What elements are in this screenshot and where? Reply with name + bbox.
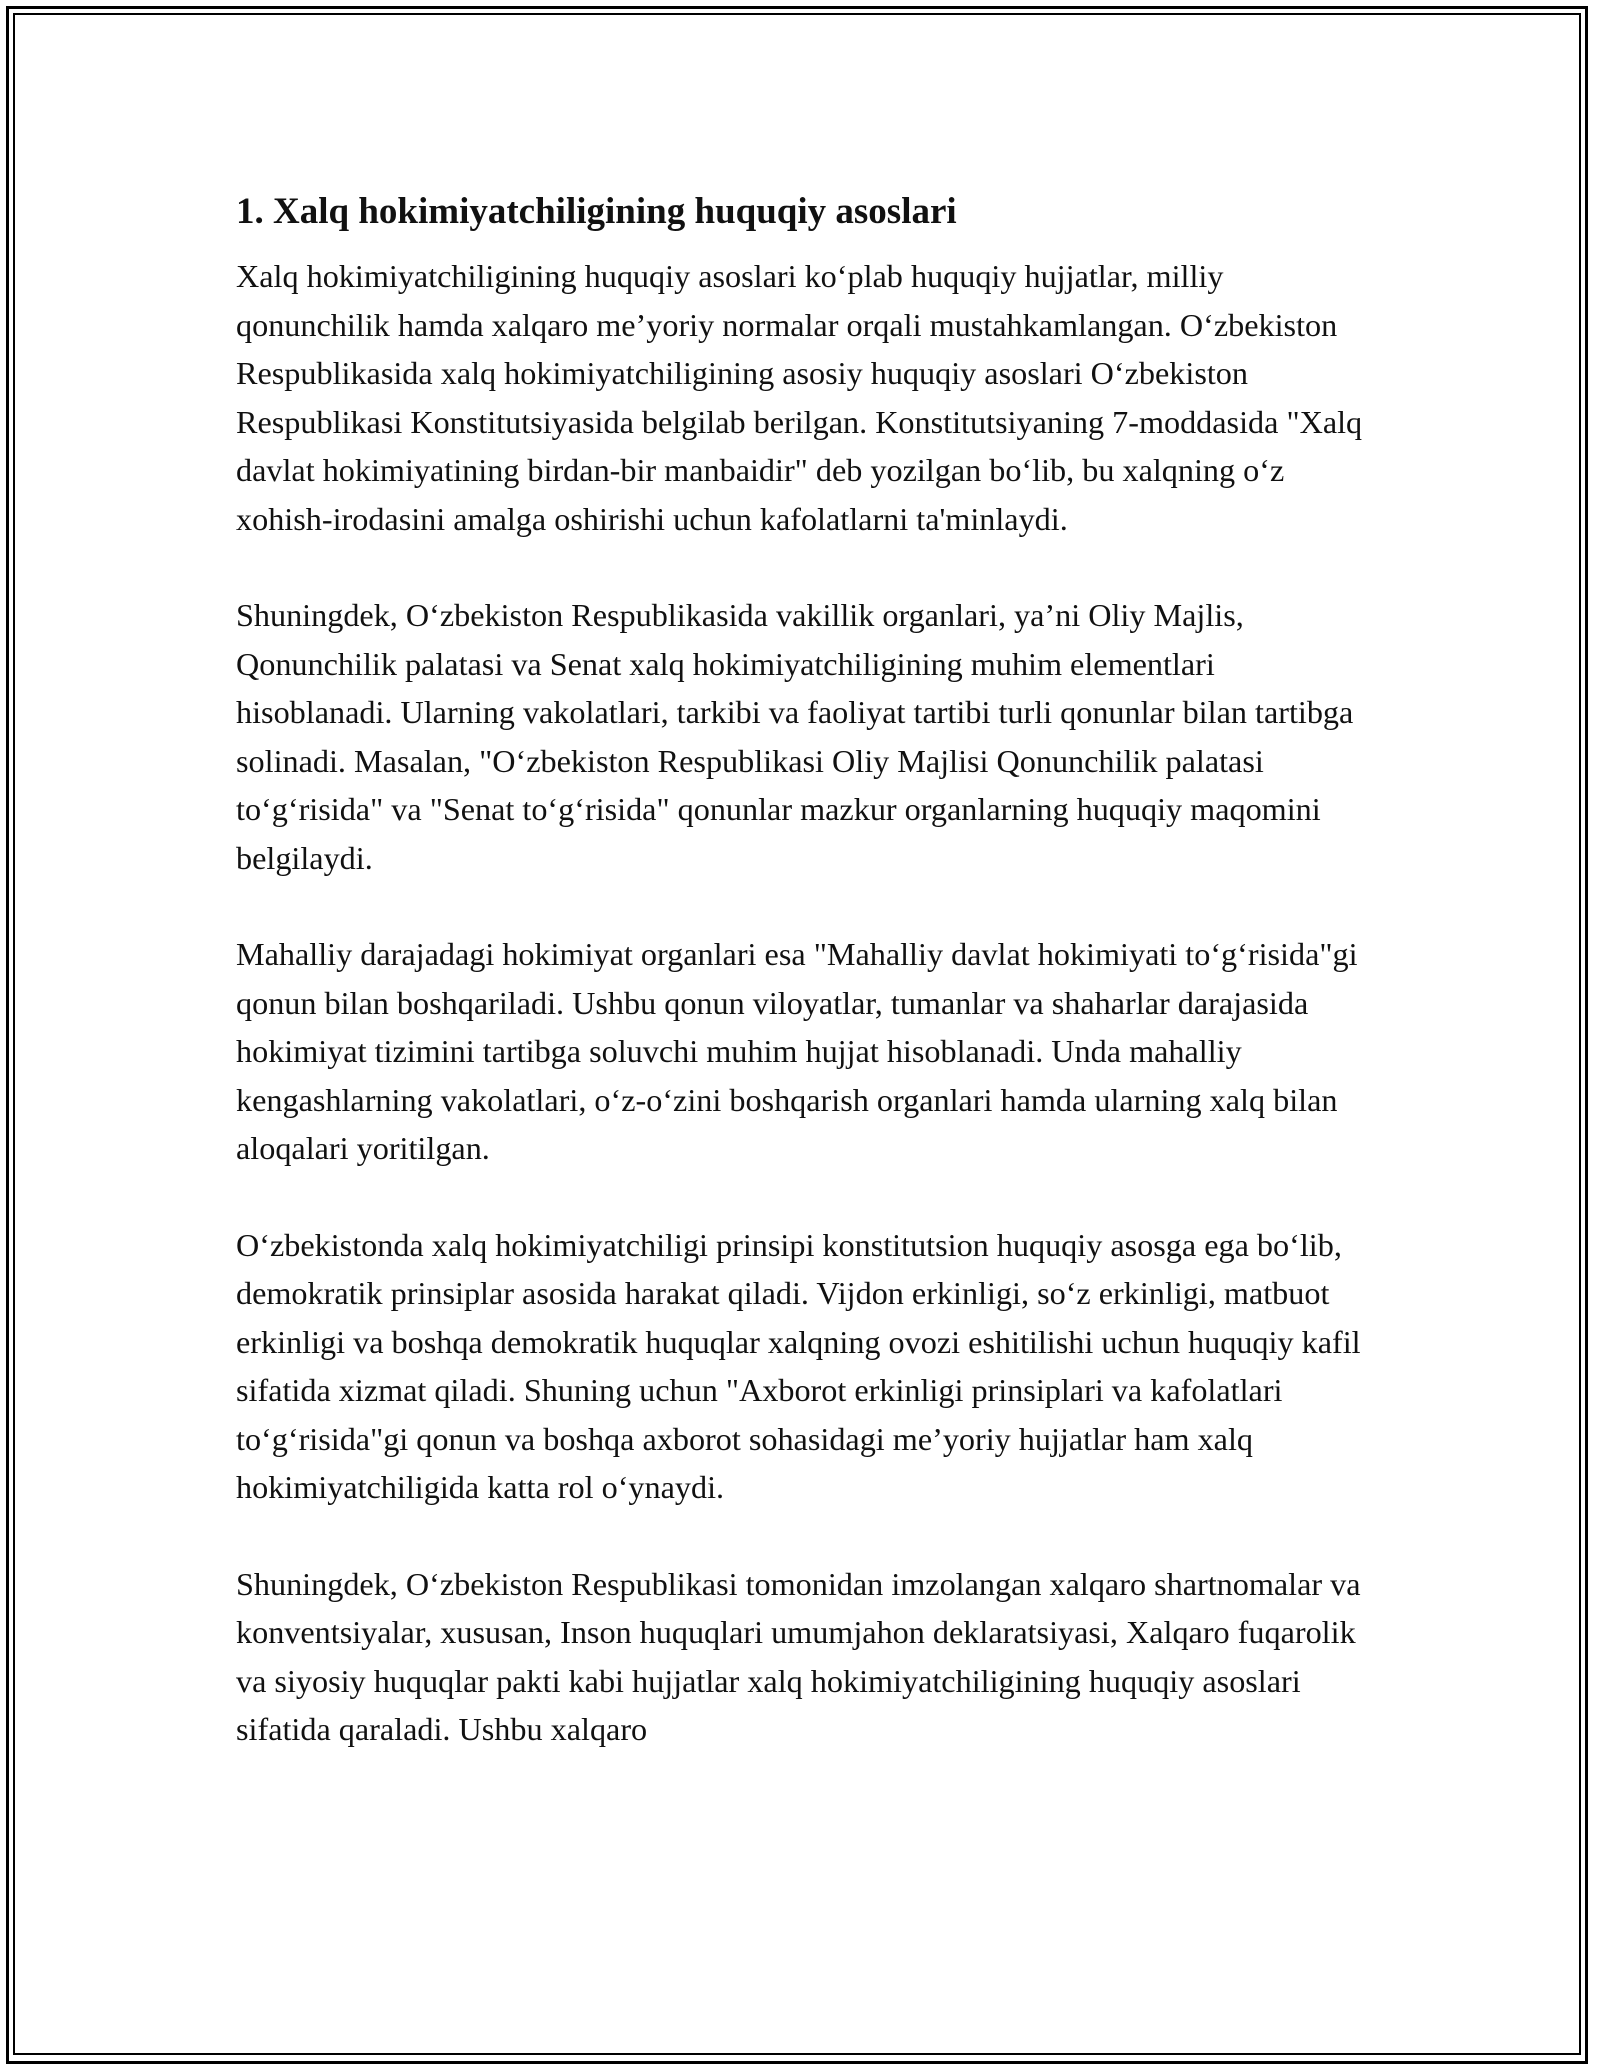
section-heading: 1. Xalq hokimiyatchiligining huquqiy asoslari xyxy=(236,191,957,232)
paragraph-1: Xalq hokimiyatchiligining huquqiy asoslari ko‘plab huquqiy hujjatlar, milliy qonunchilik hamda xalqaro me’yoriy normalar orqali mustahkamlangan. O‘zbekiston Respublikasida xalq hokimiyatchiligining asosiy huquqiy asoslari O‘zbekiston Respublikasi Konstitutsiyasida belgilab berilgan. Konstitutsiyaning 7-moddasida "Xalq davlat hokimiyatining birdan-bir manbaidir" deb yozilgan bo‘lib, bu xalqning o‘z xohish-irodasini amalga oshirishi uchun kafolatlarni ta'minlaydi. xyxy=(236,258,1363,537)
paragraph-2: Shuningdek, O‘zbekiston Respublikasida vakillik organlari, ya’ni Oliy Majlis, Qonunchilik palatasi va Senat xalq hokimiyatchiligining muhim elementlari hisoblanadi. Ularning vakolatlari, tarkibi va faoliyat tartibi turli qonunlar bilan tartibga solinadi. Masalan, "O‘zbekiston Respublikasi Oliy Majlisi Qonunchilik palatasi to‘g‘risida" va "Senat to‘g‘risida" qonunlar mazkur organlarning huquqiy maqomini belgilaydi. xyxy=(236,597,1354,876)
paragraph-4: O‘zbekistonda xalq hokimiyatchiligi prinsipi konstitutsion huquqiy asosga ega bo‘lib, demokratik prinsiplar asosida harakat qiladi. Vijdon erkinligi, so‘z erkinligi, matbuot erkinligi va boshqa demokratik huquqlar xalqning ovozi eshitilishi uchun huquqiy kafil sifatida xizmat qiladi. Shuning uchun "Axborot erkinligi prinsiplari va kafolatlari to‘g‘risida"gi qonun va boshqa axborot sohasidagi me’yoriy hujjatlar ham xalq hokimiyatchiligida katta rol o‘ynaydi. xyxy=(236,1226,1361,1505)
document-body xyxy=(236,186,1376,1802)
paragraph-5: Shuningdek, O‘zbekiston Respublikasi tomonidan imzolangan xalqaro shartnomalar va konventsiyalar, xususan, Inson huquqlari umumjahon deklaratsiyasi, Xalqaro fuqarolik va siyosiy huquqlar pakti kabi hujjatlar xalq hokimiyatchiligining huquqiy asoslari sifatida qaraladi. Ushbu xalqaro xyxy=(236,1565,1361,1747)
paragraph-3: Mahalliy darajadagi hokimiyat organlari esa "Mahalliy davlat hokimiyati to‘g‘risida"gi qonun bilan boshqariladi. Ushbu qonun viloyatlar, tumanlar va shaharlar darajasida hokimiyat tizimini tartibga soluvchi muhim hujjat hisoblanadi. Unda mahalliy kengashlarning vakolatlari, o‘z-o‘zini boshqarish organlari hamda ularning xalq bilan aloqalari yoritilgan. xyxy=(236,936,1358,1166)
